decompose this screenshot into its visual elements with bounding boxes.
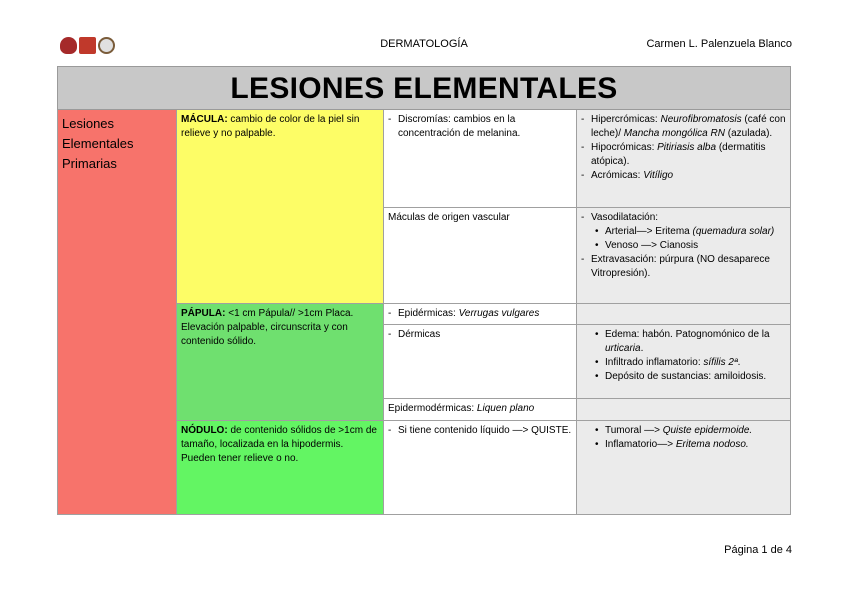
discromias-detail-cell: - Hipercrómicas: Neurofibromatosis (café con leche)/ Mancha mongólica RN (azulada). - Hipocrómicas: Pitiriasis alba (dermatitis atópica). - Acrómicas: Vitíligo [576, 110, 791, 208]
macula-cell [176, 110, 383, 304]
epidermodermicas-cell [383, 399, 576, 421]
papula-desc-2: Elevación palpable, circunscrita y con contenido sólido. [181, 322, 348, 347]
papula-cell [176, 304, 383, 421]
discromias-cell: - Discromías: cambios en la concentración de melanina. [383, 110, 576, 208]
hipocromicas-note: (dermatitis atópica). [591, 142, 766, 167]
category-cell [57, 110, 176, 515]
inflamatorio-label: Inflamatorio—> [605, 439, 676, 450]
infiltrado-example: sífilis 2ª [703, 357, 738, 368]
hipercromicas-example-1: Neurofibromatosis [660, 114, 742, 125]
vasodilatacion-text: Vasodilatación: [591, 212, 659, 223]
hipocromicas-label: Hipocrómicas: [591, 142, 658, 153]
epidermodermicas-detail-cell [576, 399, 791, 421]
quiste-detail-cell: • Tumoral —> Quiste epidermoide. • Inflamatorio—> Eritema nodoso. [576, 421, 791, 515]
nodulo-term: NÓDULO: [181, 425, 228, 436]
acromicas-example: Vitíligo [643, 170, 674, 181]
arterial-example: (quemadura solar) [692, 226, 775, 237]
discromias-text: Discromías: cambios en la concentración de melanina. [398, 114, 521, 139]
hipercromicas-note-2: (azulada). [724, 128, 773, 139]
header-author: Carmen L. Palenzuela Blanco [646, 38, 792, 50]
edema-text: Edema: habón. Patognomónico de la [605, 329, 770, 340]
epidermicas-label: Epidérmicas: [398, 308, 459, 319]
hipercromicas-note-1: (café con leche)/ [591, 114, 786, 139]
category-line: Elementales [62, 136, 134, 151]
acromicas-label: Acrómicas: [591, 170, 644, 181]
infiltrado-end: . [737, 357, 741, 368]
dermicas-text: Dérmicas [398, 329, 441, 340]
tumoral-label: Tumoral —> [605, 425, 663, 436]
epidermodermicas-label: Epidermodérmicas: [388, 403, 477, 414]
table-title: LESIONES ELEMENTALES [57, 66, 791, 110]
hipercromicas-label: Hipercrómicas: [591, 114, 661, 125]
header-subject: DERMATOLOGÍA [380, 38, 468, 50]
epidermodermicas-example: Liquen plano [476, 403, 535, 414]
hipocromicas-example: Pitiriasis alba [657, 142, 717, 153]
infiltrado-text: Infiltrado inflamatorio: [605, 357, 704, 368]
tumoral-example: Quiste epidermoide. [662, 425, 753, 436]
venoso-text: Venoso —> Cianosis [605, 240, 699, 251]
category-line: Lesiones [62, 116, 115, 131]
dermicas-cell: - Dérmicas [383, 325, 576, 399]
papula-desc-1: <1 cm Pápula// >1cm Placa. [225, 308, 354, 319]
edema-end: . [640, 343, 644, 354]
category-line: Primarias [62, 156, 117, 171]
edema-example: urticaria [605, 343, 641, 354]
dermicas-detail-cell: • Edema: habón. Patognomónico de la urticaria. • Infiltrado inflamatorio: sífilis 2ª. • Depósito de sustancias: amiloidosis. [576, 325, 791, 399]
papula-term: PÁPULA: [181, 308, 226, 319]
macula-term: MÁCULA: [181, 114, 228, 125]
hipercromicas-example-2: Mancha mongólica RN [623, 128, 725, 139]
liquido-cell: - Si tiene contenido líquido —> QUISTE. [383, 421, 576, 515]
epidermicas-example: Verrugas vulgares [458, 308, 540, 319]
nodulo-desc: de contenido sólidos de >1cm de tamaño, localizada en la hipodermis. Pueden tener relieve o no. [181, 425, 377, 464]
epidermicas-detail-cell [576, 304, 791, 325]
extravasacion-text: Extravasación: púrpura (NO desaparece Vitropresión). [591, 254, 770, 279]
vascular-text: Máculas de origen vascular [388, 212, 510, 223]
liquido-text: Si tiene contenido líquido —> QUISTE. [398, 425, 572, 436]
macula-desc: cambio de color de la piel sin relieve y no palpable. [181, 114, 360, 139]
page-number: Página 1 de 4 [724, 544, 792, 556]
lesiones-table [57, 66, 791, 515]
arterial-text: Arterial—> Eritema [605, 226, 693, 237]
vascular-cell [383, 208, 576, 304]
epidermicas-cell: - Epidérmicas: Verrugas vulgares [383, 304, 576, 325]
vascular-detail-cell: - Vasodilatación: • Arterial—> Eritema (quemadura solar) • Venoso —> Cianosis - Extravasación: púrpura (NO desaparece Vitropresión). [576, 208, 791, 304]
nodulo-cell [176, 421, 383, 515]
deposito-text: Depósito de sustancias: amiloidosis. [605, 371, 767, 382]
inflamatorio-example: Eritema nodoso. [675, 439, 749, 450]
